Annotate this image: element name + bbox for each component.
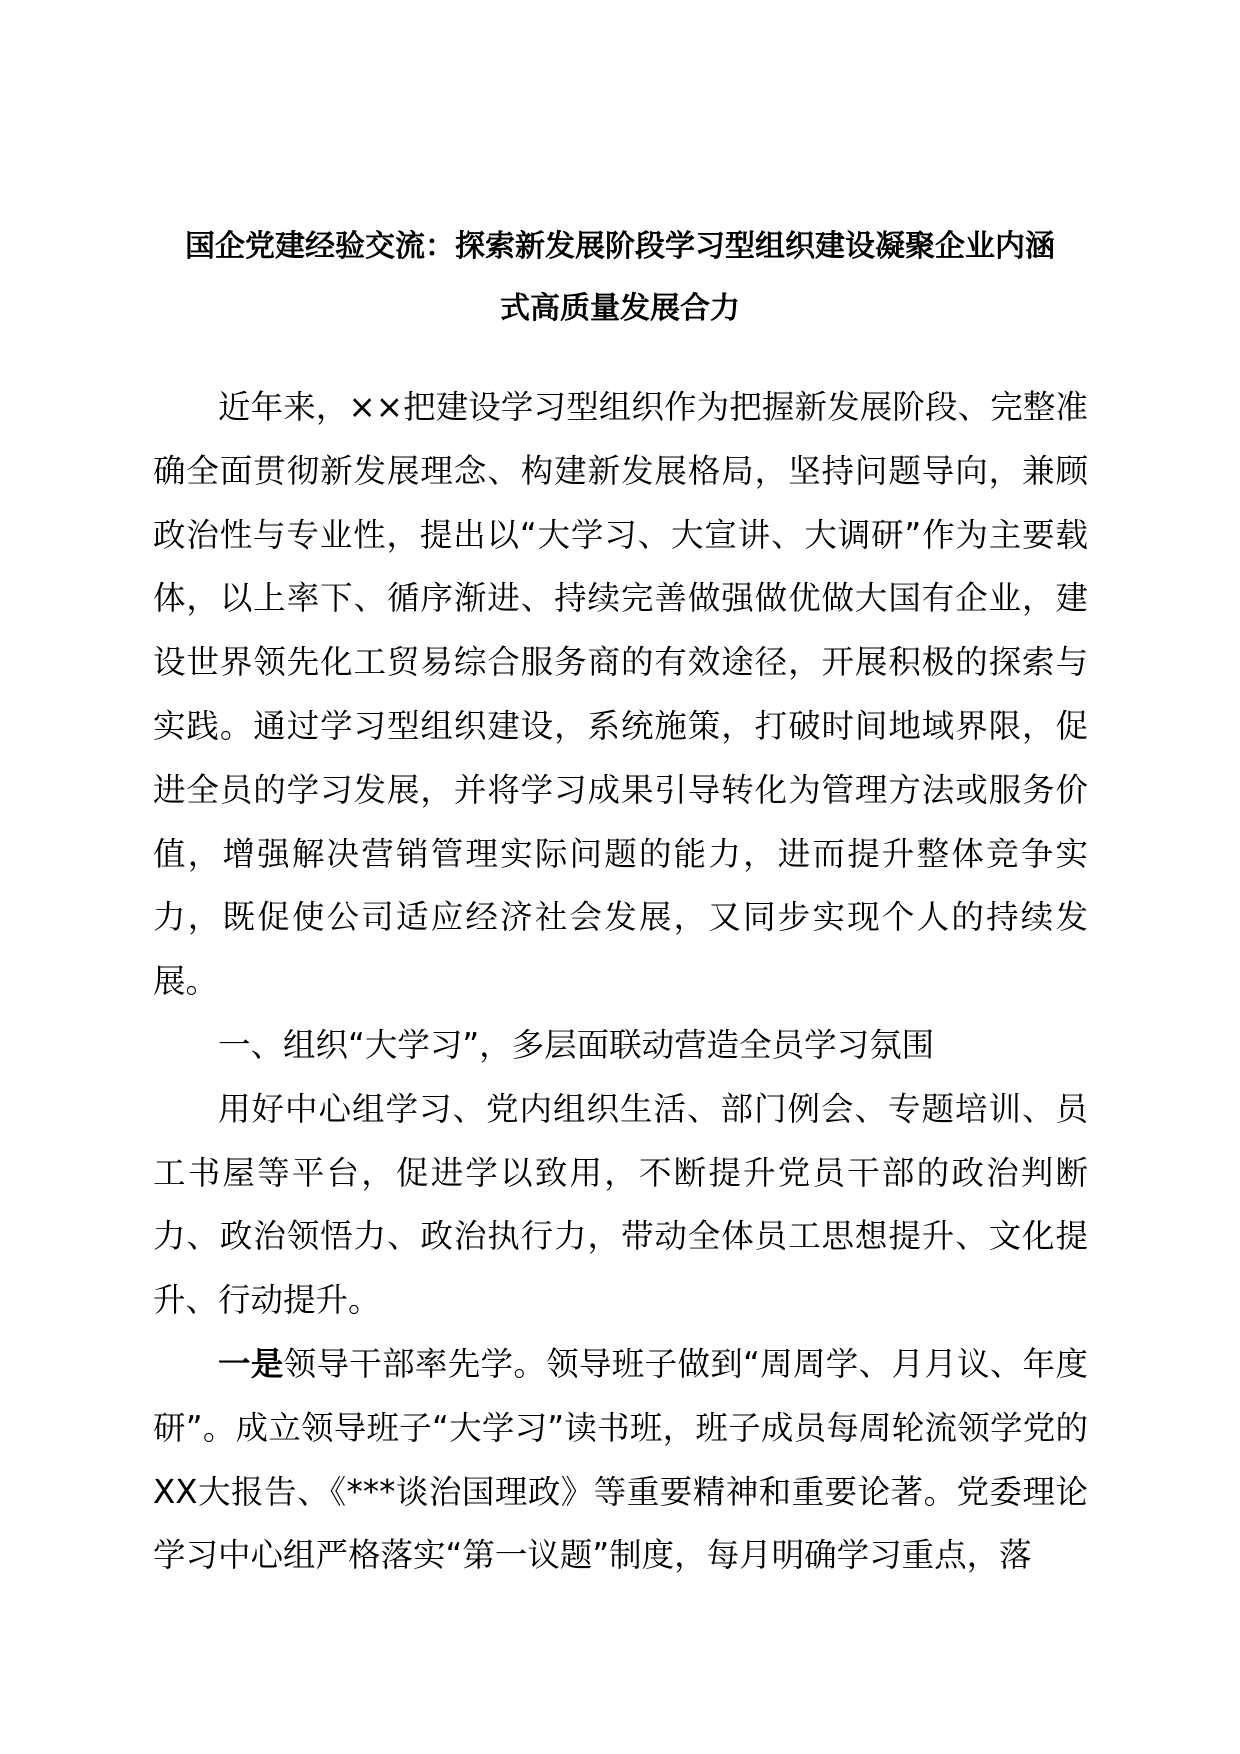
point-text: 领导干部率先学。领导班子做到“周周学、月月议、年度研”。成立领导班子“大学习”读书班，班子成员每周轮流领学党的XX大报告、《***谈治国理政》等重要精神和重要论著。党委理论学习中心组严格落实“第一议题”制度，每月明确学习重点，落 [153, 1344, 1088, 1575]
paragraph-point-1 [153, 1333, 1088, 1588]
point-lead: 一是 [218, 1344, 284, 1383]
section-heading-1: 一、组织“大学习”，多层面联动营造全员学习氛围 [218, 1025, 935, 1064]
document-title [150, 216, 1090, 340]
document-body [153, 376, 1088, 1588]
title-line-2: 式高质量发展合力 [500, 291, 740, 326]
title-line-1: 国企党建经验交流：探索新发展阶段学习型组织建设凝聚企业内涵 [185, 229, 1055, 264]
paragraph-section-1: 用好中心组学习、党内组织生活、部门例会、专题培训、员工书屋等平台，促进学以致用，不断提升党员干部的政治判断力、政治领悟力、政治执行力，带动全体员工思想提升、文化提升、行动提升。 [153, 1089, 1088, 1320]
paragraph-intro: 近年来，××把建设学习型组织作为把握新发展阶段、完整准确全面贯彻新发展理念、构建新发展格局，坚持问题导向，兼顾政治性与专业性，提出以“大学习、大宣讲、大调研”作为主要载体，以上率下、循序渐进、持续完善做强做优做大国有企业，建设世界领先化工贸易综合服务商的有效途径，开展积极的探索与实践。通过学习型组织建设，系统施策，打破时间地域界限，促进全员的学习发展，并将学习成果引导转化为管理方法或服务价值，增强解决营销管理实际问题的能力，进而提升整体竞争实力，既促使公司适应经济社会发展，又同步实现个人的持续发展。 [153, 388, 1088, 1001]
